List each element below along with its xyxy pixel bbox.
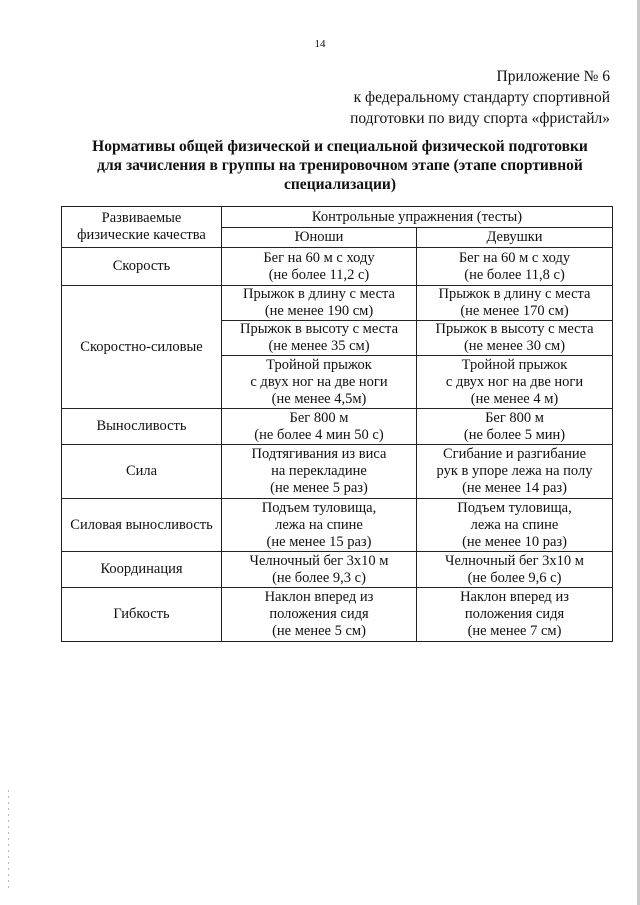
cell-line: лежа на спине bbox=[470, 516, 559, 533]
cell-line: (не менее 5 раз) bbox=[270, 480, 368, 496]
table-row bbox=[62, 409, 613, 445]
girls-cell bbox=[417, 356, 613, 409]
girls-cell bbox=[417, 445, 613, 499]
boys-cell bbox=[222, 321, 417, 356]
cell-line: (не менее 35 см) bbox=[268, 338, 370, 354]
cell-line: Челночный бег 3х10 м bbox=[445, 552, 584, 569]
cell-line: (не более 5 мин) bbox=[463, 426, 566, 443]
cell-line: Прыжок в длину с места bbox=[438, 286, 591, 302]
boys-cell bbox=[222, 499, 417, 552]
title-line: специализации) bbox=[284, 176, 396, 193]
scan-edge-left bbox=[8, 790, 9, 890]
cell-line: Челночный бег 3х10 м bbox=[249, 552, 389, 569]
cell-line: Подъем туловища, bbox=[457, 499, 572, 516]
header-boys: Юноши bbox=[222, 228, 417, 248]
cell-line: с двух ног на две ноги bbox=[250, 373, 388, 390]
quality-cell: Гибкость bbox=[62, 588, 222, 642]
girls-cell bbox=[417, 499, 613, 552]
cell-line: Тройной прыжок bbox=[461, 356, 568, 373]
girls-cell bbox=[417, 248, 613, 286]
quality-cell: Силовая выносливость bbox=[62, 499, 222, 552]
boys-cell bbox=[222, 286, 417, 321]
title-line: для зачисления в группы на тренировочном этапе (этапе спортивной bbox=[97, 157, 583, 174]
table-row bbox=[62, 248, 613, 286]
cell-line: (не менее 170 см) bbox=[460, 303, 569, 319]
quality-cell: Скоростно-силовые bbox=[62, 286, 222, 409]
cell-line: Подтягивания из виса bbox=[251, 446, 387, 462]
boys-cell bbox=[222, 588, 417, 642]
cell-line: Бег на 60 м с ходу bbox=[263, 249, 375, 266]
cell-line: положения сидя bbox=[269, 606, 369, 622]
boys-cell bbox=[222, 356, 417, 409]
cell-line: Наклон вперед из bbox=[460, 589, 569, 605]
girls-cell bbox=[417, 286, 613, 321]
table-row bbox=[62, 499, 613, 552]
cell-line: Сгибание и разгибание bbox=[442, 446, 587, 462]
girls-cell bbox=[417, 588, 613, 642]
header-quality-line: физические качества bbox=[77, 227, 206, 243]
cell-line: Прыжок в высоту с места bbox=[239, 321, 399, 337]
cell-line: Бег 800 м bbox=[485, 409, 544, 426]
cell-line: Подъем туловища, bbox=[261, 499, 377, 516]
cell-line: (не менее 4,5м) bbox=[271, 390, 367, 407]
appendix-block bbox=[350, 66, 610, 129]
appendix-line: Приложение № 6 bbox=[496, 68, 610, 85]
boys-cell bbox=[222, 248, 417, 286]
header-quality bbox=[62, 207, 222, 248]
boys-cell bbox=[222, 409, 417, 445]
cell-line: положения сидя bbox=[464, 606, 565, 622]
cell-line: (не более 9,6 с) bbox=[467, 569, 562, 586]
girls-cell bbox=[417, 409, 613, 445]
cell-line: (не более 4 мин 50 с) bbox=[254, 426, 384, 443]
quality-cell: Выносливость bbox=[62, 409, 222, 445]
table-row bbox=[62, 286, 613, 321]
quality-cell: Скорость bbox=[62, 248, 222, 286]
cell-line: (не менее 14 раз) bbox=[462, 480, 567, 496]
cell-line: Бег на 60 м с ходу bbox=[458, 249, 571, 266]
cell-line: (не более 11,2 с) bbox=[268, 266, 370, 283]
boys-cell bbox=[222, 552, 417, 588]
cell-line: с двух ног на две ноги bbox=[445, 373, 584, 390]
header-quality-line: Развиваемые bbox=[101, 210, 182, 226]
appendix-line: к федеральному стандарту спортивной bbox=[353, 89, 610, 106]
cell-line: лежа на спине bbox=[275, 516, 363, 533]
cell-line: Наклон вперед из bbox=[264, 589, 374, 605]
cell-line: (не более 11,8 с) bbox=[464, 266, 565, 283]
cell-line: (не менее 5 см) bbox=[272, 623, 366, 639]
quality-cell: Координация bbox=[62, 552, 222, 588]
girls-cell bbox=[417, 552, 613, 588]
cell-line: (не менее 30 см) bbox=[463, 338, 566, 354]
cell-line: (не менее 15 раз) bbox=[266, 533, 372, 550]
cell-line: (не более 9,3 с) bbox=[272, 569, 366, 586]
document-title bbox=[60, 137, 620, 194]
cell-line: Бег 800 м bbox=[289, 409, 349, 426]
cell-line: Прыжок в длину с места bbox=[243, 286, 395, 302]
table-row bbox=[62, 588, 613, 642]
title-line: Нормативы общей физической и специальной физической подготовки bbox=[92, 138, 588, 155]
cell-line: рук в упоре лежа на полу bbox=[436, 463, 593, 479]
cell-line: на перекладине bbox=[271, 463, 367, 479]
norms-table bbox=[61, 206, 613, 642]
cell-line: (не менее 4 м) bbox=[470, 390, 559, 407]
table-row bbox=[62, 552, 613, 588]
boys-cell bbox=[222, 445, 417, 499]
header-tests: Контрольные упражнения (тесты) bbox=[222, 207, 613, 228]
table-row bbox=[62, 445, 613, 499]
page-number: 14 bbox=[314, 38, 326, 50]
header-girls: Девушки bbox=[417, 228, 613, 248]
cell-line: (не менее 10 раз) bbox=[462, 533, 567, 550]
appendix-line: подготовки по виду спорта «фристайл» bbox=[350, 110, 610, 127]
girls-cell bbox=[417, 321, 613, 356]
cell-line: (не менее 190 см) bbox=[264, 303, 374, 319]
cell-line: Тройной прыжок bbox=[266, 356, 372, 373]
quality-cell: Сила bbox=[62, 445, 222, 499]
cell-line: Прыжок в высоту с места bbox=[435, 321, 594, 337]
table-header-row bbox=[62, 207, 613, 228]
cell-line: (не менее 7 см) bbox=[467, 623, 562, 639]
